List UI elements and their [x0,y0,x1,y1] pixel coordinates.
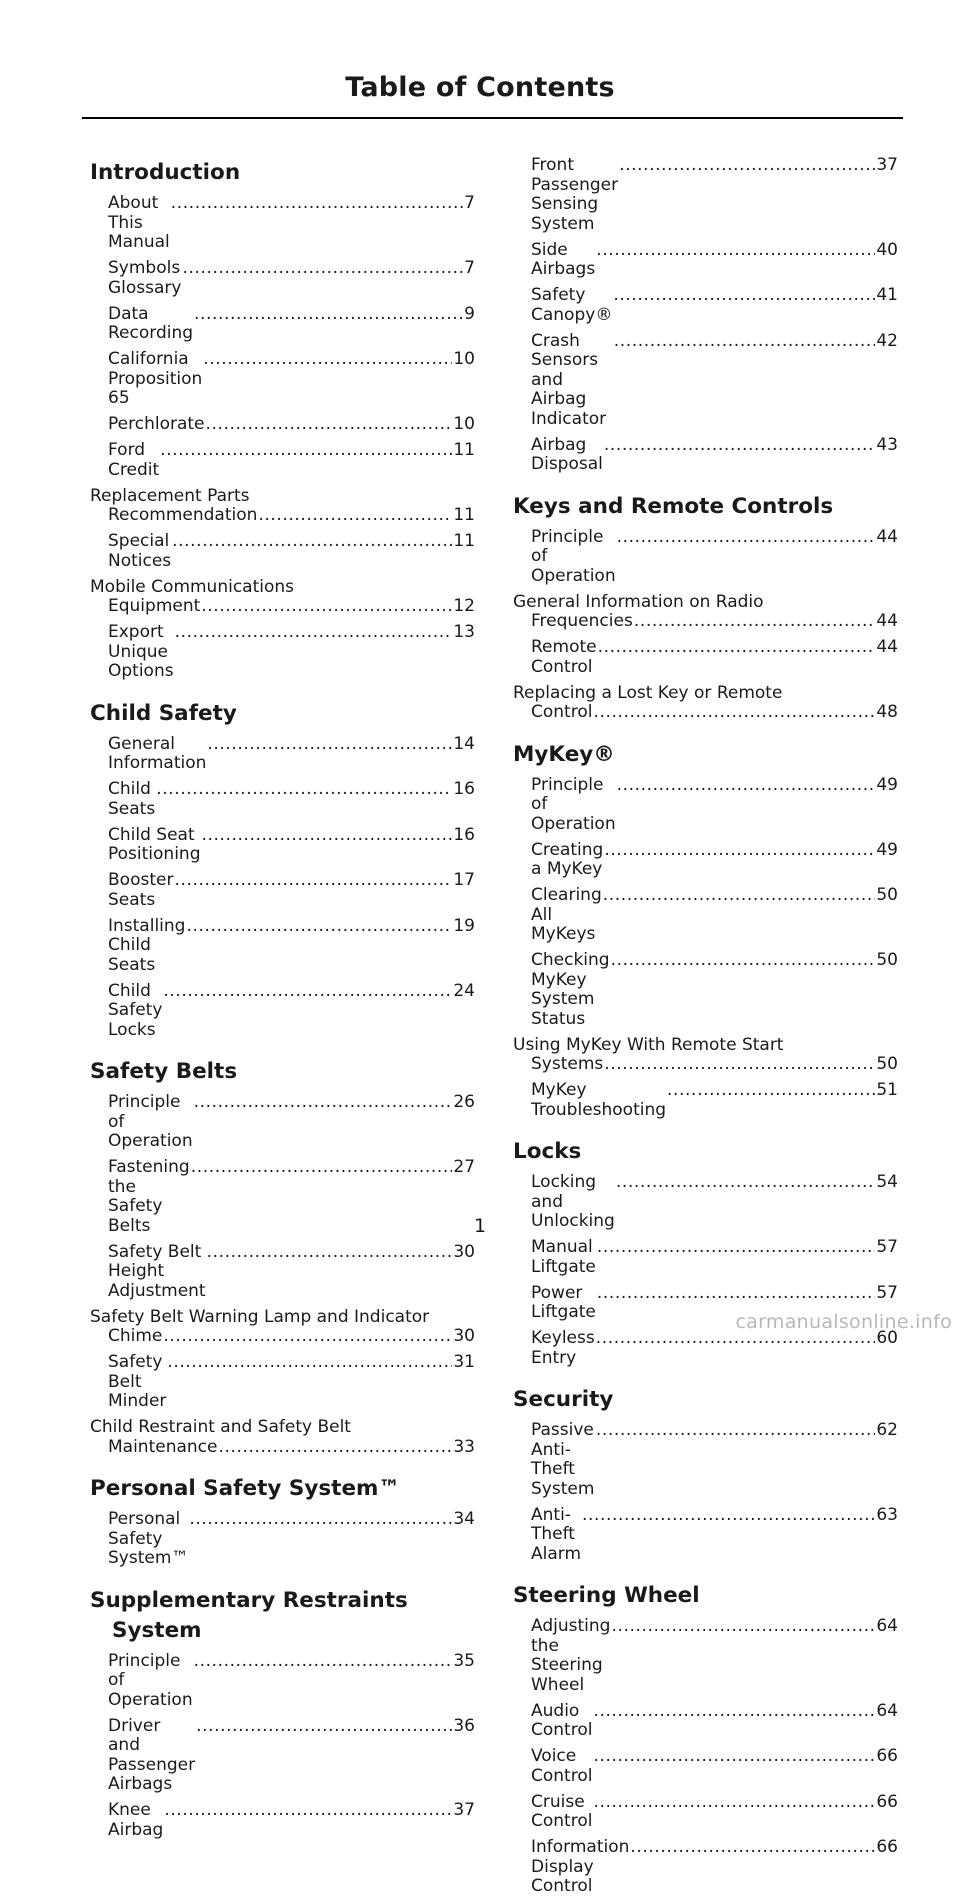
toc-section [513,1581,898,1897]
dot-leader [156,780,452,800]
section-heading: Keys and Remote Controls [513,493,834,519]
toc-entry[interactable] [513,528,898,587]
toc-entry-title-line1: Child Restraint and Safety Belt [90,1417,351,1437]
toc-entry-page: 63 [876,1504,898,1525]
toc-entry-title: Fastening the Safety Belts [108,1157,190,1236]
dot-leader [203,350,452,370]
toc-entry-title: Maintenance [108,1436,218,1457]
toc-entry[interactable] [513,593,898,632]
dot-leader [194,305,463,325]
toc-entry-title: Side Airbags [531,239,596,279]
dot-leader [207,735,452,755]
dot-leader [630,1838,875,1858]
toc-entry-page: 42 [876,330,898,351]
toc-entry-title: Booster Seats [108,870,174,910]
toc-entry-page: 19 [453,915,475,936]
toc-entry-page: 64 [876,1700,898,1721]
toc-entry-title: Installing Child Seats [108,915,186,975]
toc-entry-page: 7 [464,193,475,213]
dot-leader [596,1421,876,1441]
watermark: carmanualsonline.info [735,1311,952,1333]
toc-entry-title: Chime [108,1326,163,1346]
section-heading: Steering Wheel [513,1583,700,1608]
dot-leader [611,1617,875,1637]
toc-entry-title-line1: Replacement Parts [90,485,250,506]
section-heading: Security [513,1387,614,1412]
toc-entry-title-line1: Replacing a Lost Key or Remote [513,682,783,703]
toc-entry-title: Airbag Disposal [531,434,603,474]
toc-section [513,1137,898,1368]
dot-leader [191,1158,453,1178]
toc-entry-title-line1: Safety Belt Warning Lamp and Indicator [90,1306,430,1327]
dot-leader [167,1353,452,1373]
toc-entry-page: 30 [453,1326,475,1346]
dot-leader [598,638,876,658]
dot-leader [596,241,875,261]
toc-entry-page: 36 [453,1715,475,1736]
toc-section [513,492,898,723]
dot-leader [163,982,452,1002]
dot-leader [617,776,876,796]
toc-entry-title: Knee Airbag [108,1800,164,1840]
toc-entry-page: 34 [453,1509,475,1529]
toc-entry[interactable] [513,241,898,280]
toc-entry[interactable] [90,532,475,571]
toc-entry-page: 44 [876,526,898,547]
toc-entry-page: 17 [453,870,475,890]
toc-entry-page: 66 [876,1746,898,1766]
dot-leader [611,951,876,971]
toc-entry-title: Principle of Operation [108,1650,193,1710]
page-title: Table of Contents [345,72,615,103]
toc-entry-title: About This Manual [108,193,170,252]
toc-section [513,740,898,1121]
toc-entry[interactable] [513,1506,898,1565]
section-heading: Locks [513,1139,582,1164]
toc-entry-page: 66 [876,1791,898,1812]
dot-leader [201,597,452,617]
toc-entry-page: 16 [453,824,475,845]
toc-entry-title: Voice Control [531,1746,593,1786]
toc-section [90,158,475,682]
toc-entry[interactable] [90,1243,475,1302]
toc-entry-page: 16 [453,779,475,799]
toc-entry-title: Locking and Unlocking [531,1172,615,1231]
toc-entry-page: 50 [876,885,898,905]
toc-entry[interactable] [513,886,898,945]
toc-entry-title: Clearing All MyKeys [531,885,602,944]
toc-entry[interactable] [90,578,475,617]
toc-entry-page: 10 [453,349,475,369]
dot-leader [604,841,875,861]
section-heading: MyKey® [513,741,615,767]
dot-leader [175,623,453,643]
toc-entry[interactable] [513,1081,898,1120]
toc-entry[interactable] [90,194,475,253]
toc-entry-page: 10 [453,414,475,434]
toc-entry-title: Safety Canopy® [531,285,613,325]
toc-entry-title: Principle of Operation [531,774,616,834]
toc-entry[interactable] [90,415,475,435]
toc-entry-title: Systems [531,1054,604,1074]
toc-entry[interactable] [90,982,475,1041]
toc-entry-title: Keyless Entry [531,1328,595,1368]
toc-entry[interactable] [513,1421,898,1499]
toc-entry-title: Perchlorate [108,414,205,434]
toc-entry-page: 54 [876,1172,898,1192]
toc-entry-page: 7 [464,258,475,278]
toc-entry[interactable] [513,1838,898,1897]
toc-entry-page: 62 [876,1420,898,1440]
toc-entry-title: Recommendation [108,505,258,525]
dot-leader [593,1747,875,1767]
toc-entry-page: 57 [876,1282,898,1303]
toc-entry-page: 51 [876,1080,898,1100]
dot-leader [603,886,876,906]
dot-leader [597,1238,875,1258]
toc-entry-title-line1: General Information on Radio [513,591,764,612]
toc-entry-title: Export Unique Options [108,622,174,681]
toc-entry-page: 11 [453,531,475,551]
toc-entry[interactable] [90,735,475,774]
toc-entry[interactable] [513,638,898,677]
dot-leader [616,1173,876,1193]
toc-entry-page: 49 [876,839,898,860]
toc-entry[interactable] [513,951,898,1029]
toc-entry-title: Driver and Passenger Airbags [108,1715,196,1794]
toc-entry-page: 27 [453,1157,475,1177]
dot-leader [593,703,875,723]
toc-entry-title-line1: Mobile Communications [90,576,295,597]
toc-entry-page: 12 [453,596,475,616]
toc-entry-title: Safety Belt Minder [108,1352,167,1411]
toc-entry-page: 35 [453,1650,475,1671]
toc-entry[interactable] [90,259,475,298]
toc-entry[interactable] [90,623,475,682]
dot-leader [172,532,452,552]
toc-entry[interactable] [513,1329,898,1368]
toc-entry[interactable] [90,1801,475,1840]
title-divider [82,117,903,119]
toc-entry[interactable] [90,1652,475,1711]
dot-leader [182,259,463,279]
toc-entry-page: 40 [876,239,898,260]
dot-leader [174,871,452,891]
toc-section [90,1586,475,1841]
toc-entry-title: Special Notices [108,531,172,571]
section-heading: Introduction [90,160,241,185]
toc-entry-title: Principle of Operation [531,526,616,586]
dot-leader [604,1055,875,1075]
toc-entry[interactable] [90,917,475,976]
dot-leader [196,1717,452,1737]
toc-entry-title: Ford Credit [108,440,160,480]
toc-entry-page: 9 [464,303,475,324]
toc-entry-title: Personal Safety System™ [108,1509,189,1568]
toc-entry[interactable] [90,487,475,526]
toc-section [90,699,475,1041]
toc-entry-title: Child Safety Locks [108,980,163,1040]
toc-entry-page: 60 [876,1328,898,1348]
dot-leader [160,441,452,461]
toc-entry-title: Child Seats [108,779,156,819]
dot-leader [597,1284,875,1304]
toc-entry-title: Principle of Operation [108,1092,193,1151]
toc-entry[interactable] [513,1238,898,1277]
toc-entry-title: Equipment [108,596,201,616]
section-heading: Safety Belts [90,1059,238,1084]
toc-entry[interactable] [513,1747,898,1786]
toc-entry[interactable] [90,350,475,409]
toc-entry-page: 11 [453,505,475,525]
dot-leader [617,528,876,548]
dot-leader [614,332,876,352]
toc-entry-page: 26 [453,1092,475,1112]
dot-leader [194,1652,453,1672]
toc-entry-page: 31 [453,1352,475,1372]
toc-entry-title: Anti-Theft Alarm [531,1504,582,1564]
dot-leader [171,194,463,214]
toc-entry[interactable] [513,1036,898,1075]
toc-entry[interactable] [90,1093,475,1152]
toc-entry-page: 24 [453,980,475,1001]
toc-entry-page: 41 [876,285,898,305]
toc-entry-title: Manual Liftgate [531,1237,596,1277]
toc-entry-title: California Proposition 65 [108,349,203,408]
toc-entry-title: Passive Anti-Theft System [531,1420,595,1499]
toc-entry-title: Symbols Glossary [108,258,182,298]
toc-entry-title: Crash Sensors and Airbag Indicator [531,330,607,429]
toc-entry[interactable] [513,1702,898,1741]
toc-section [513,156,898,475]
toc-entry[interactable] [90,826,475,865]
toc-entry-page: 33 [453,1436,475,1457]
toc-entry-page: 43 [876,434,898,455]
toc-entry[interactable] [90,1353,475,1412]
dot-leader [186,917,452,937]
toc-entry[interactable] [90,871,475,910]
dot-leader [218,1438,452,1458]
toc-entry-title: Power Liftgate [531,1282,596,1322]
toc-entry-page: 57 [876,1237,898,1257]
toc-entry-page: 49 [876,774,898,795]
toc-entry[interactable] [513,776,898,835]
dot-leader [582,1506,875,1526]
dot-leader [593,1702,875,1722]
dot-leader [194,1093,453,1113]
section-heading: Supplementary Restraints System [90,1587,408,1643]
toc-entry[interactable] [90,1418,475,1457]
page-number: 1 [473,1215,487,1237]
dot-leader [604,436,876,456]
toc-entry[interactable] [513,841,898,880]
dot-leader [164,1801,452,1821]
toc-entry-page: 44 [876,611,898,631]
dot-leader [207,1243,453,1263]
toc-entry-title: Checking MyKey System Status [531,950,610,1029]
toc-entry-title: Cruise Control [531,1791,593,1831]
toc-entry[interactable] [513,1617,898,1695]
toc-entry-page: 64 [876,1616,898,1636]
toc-entry[interactable] [513,1793,898,1832]
toc-entry-title-line1: Using MyKey With Remote Start [513,1034,784,1055]
toc-entry-page: 37 [453,1800,475,1820]
section-heading: Personal Safety System™ [90,1476,400,1501]
toc-entry[interactable] [513,436,898,475]
toc-entry-page: 37 [876,155,898,175]
toc-entry-title: Control [531,702,593,722]
toc-entry-page: 14 [453,733,475,754]
toc-entry-page: 30 [453,1241,475,1262]
toc-entry-page: 48 [876,702,898,722]
dot-leader [258,506,452,526]
toc-entry[interactable] [90,1717,475,1795]
toc-entry[interactable] [90,441,475,480]
toc-entry-title: Audio Control [531,1700,593,1740]
toc-entry[interactable] [90,305,475,344]
dot-leader [593,1793,875,1813]
toc-entry[interactable] [513,156,898,234]
toc-entry[interactable] [513,286,898,325]
toc-entry-title: Data Recording [108,303,194,343]
toc-entry-page: 13 [453,622,475,642]
toc-entry-title: Adjusting the Steering Wheel [531,1616,611,1695]
toc-right-column [513,156,898,1903]
dot-leader [613,286,875,306]
toc-entry[interactable] [90,1510,475,1569]
toc-section [90,1057,475,1457]
toc-entry[interactable] [90,780,475,819]
toc-entry[interactable] [90,1308,475,1347]
section-heading: Child Safety [90,700,237,726]
toc-section [513,1385,898,1564]
toc-entry[interactable] [513,332,898,430]
dot-leader [206,415,453,435]
toc-left-column [90,158,475,1847]
dot-leader [189,1510,452,1530]
dot-leader [667,1081,875,1101]
toc-entry-title: General Information [108,733,207,773]
toc-section [90,1474,475,1569]
toc-entry-title: Creating a MyKey [531,839,604,879]
toc-entry-title: Frequencies [531,611,633,631]
dot-leader [634,612,876,632]
toc-entry-page: 11 [453,440,475,460]
toc-entry-page: 50 [876,950,898,970]
toc-entry-title: Front Passenger Sensing System [531,155,619,234]
toc-entry-title: Child Seat Positioning [108,824,201,864]
dot-leader [201,826,452,846]
toc-entry-title: Safety Belt Height Adjustment [108,1241,206,1301]
toc-entry-title: MyKey Troubleshooting [531,1080,667,1120]
toc-entry-title: Remote Control [531,637,597,677]
toc-entry[interactable] [513,684,898,723]
toc-entry-title: Information Display Control [531,1837,630,1896]
dot-leader [619,156,875,176]
toc-entry-page: 44 [876,637,898,657]
toc-entry-page: 66 [876,1837,898,1857]
toc-entry-page: 50 [876,1054,898,1074]
